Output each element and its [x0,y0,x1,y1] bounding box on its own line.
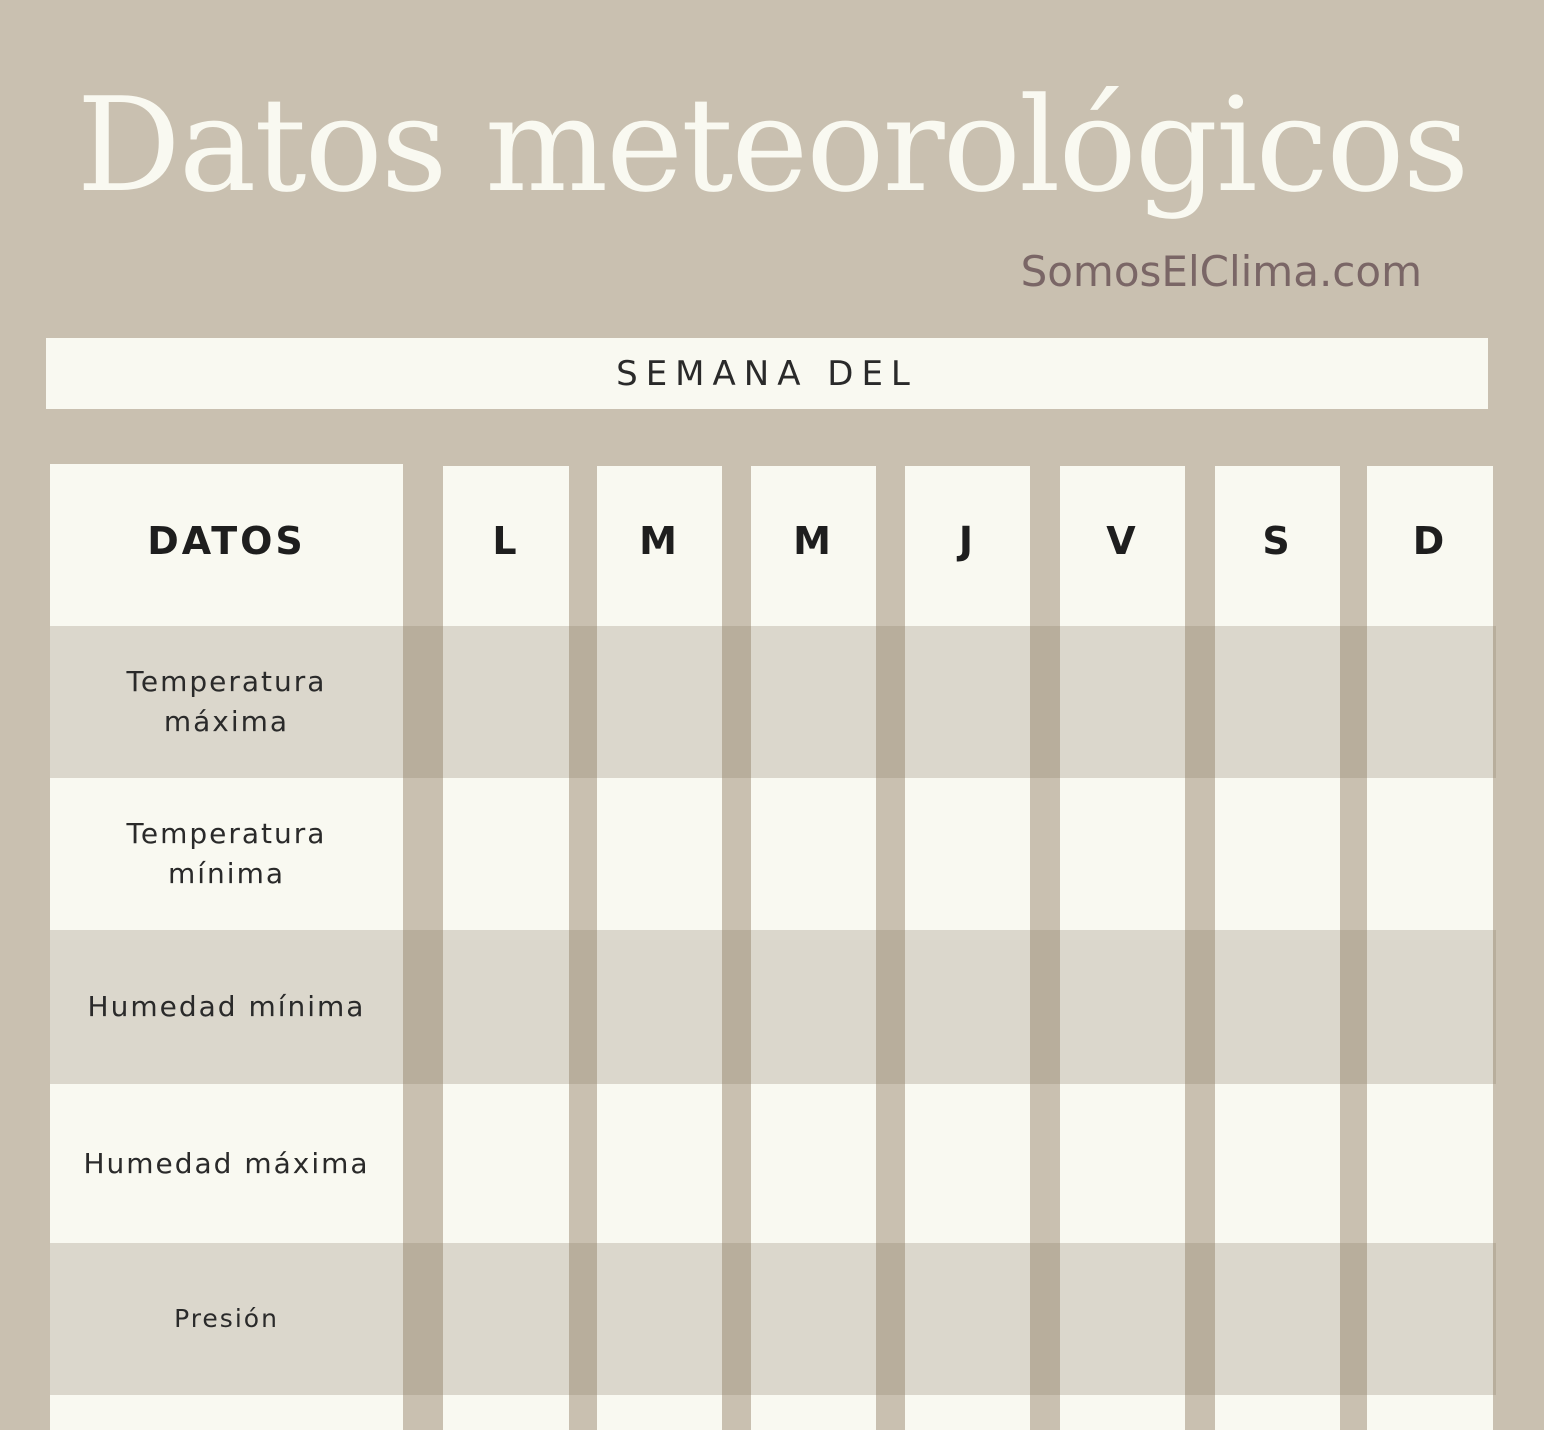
day-header-jueves: J [958,519,977,563]
day-header-sabado: S [1262,519,1293,563]
day-header-viernes: V [1106,519,1139,563]
day-header-miercoles: M [793,519,834,563]
row-label-humedad-min: Humedad mínima [87,990,366,1023]
day-header-lunes: L [492,519,520,563]
row-label-temp-min: Temperatura mínima [126,817,327,890]
week-label: SEMANA DEL [616,353,918,394]
week-bar [46,338,1488,409]
row-label-temp-max: Temperatura máxima [126,665,327,738]
day-header-domingo: D [1412,519,1448,563]
day-header-martes: M [639,519,680,563]
row-label-humedad-max: Humedad máxima [83,1146,370,1180]
page-title: Datos meteorológicos [76,69,1468,221]
site-url: SomosElClima.com [1020,247,1422,296]
datos-header: DATOS [147,519,306,563]
row-label-presion: Presión [174,1304,279,1333]
